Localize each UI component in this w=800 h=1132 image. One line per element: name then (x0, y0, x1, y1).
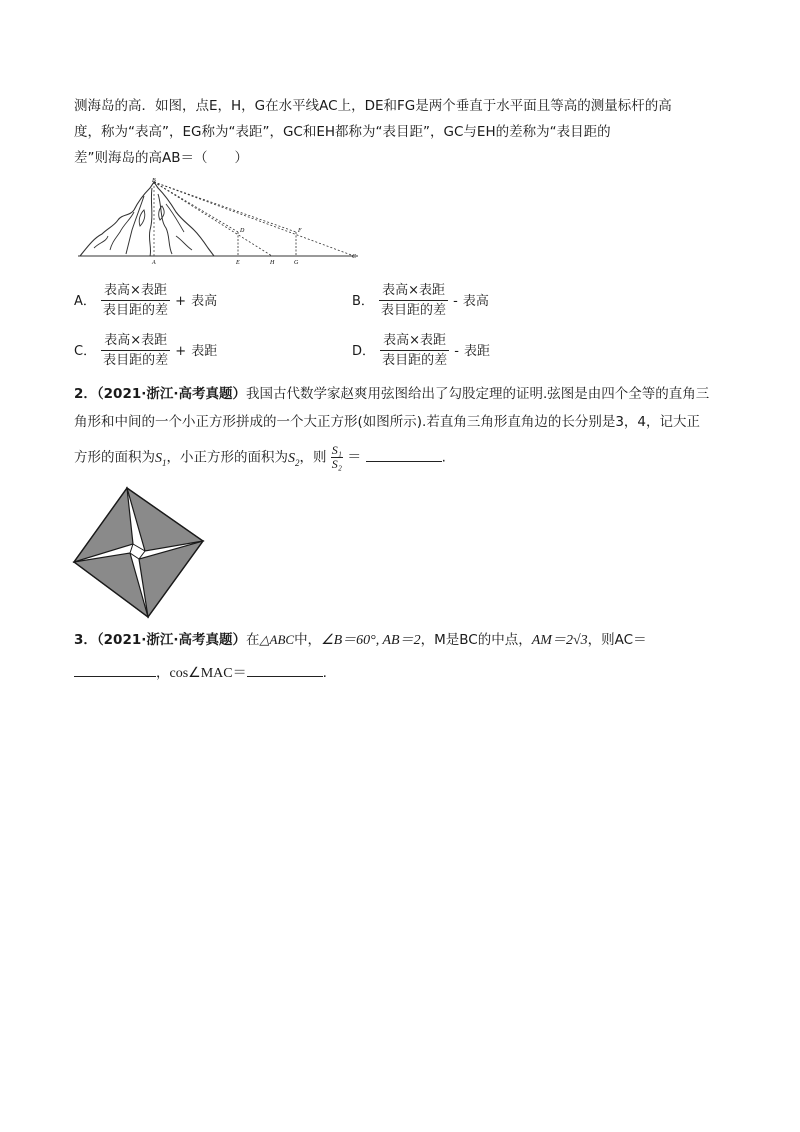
option-c-tail: 表距 (191, 344, 218, 359)
q2-text-line3-a: 方形的面积为 (74, 449, 155, 466)
q2-equals: ＝ (347, 450, 362, 466)
q2-line3 (74, 444, 446, 472)
option-a-operator: + (175, 294, 187, 309)
q3-text-c: ，M是BC的中点， (420, 632, 532, 648)
option-b-numerator: 表高×表距 (379, 282, 448, 301)
option-d-tail: 表距 (464, 344, 491, 359)
q2-s1: $S_1$ (155, 450, 167, 468)
option-b-operator: - (453, 294, 458, 309)
q3-source: （2021·浙江·高考真题） (96, 632, 246, 648)
option-a-fraction (101, 282, 170, 319)
option-c-denominator: 表目距的差 (103, 353, 169, 368)
label-e: E (236, 260, 240, 266)
q2-text-line3-b: ，小正方形的面积为 (166, 449, 288, 466)
option-d-numerator: 表高×表距 (380, 332, 449, 351)
island-figure (74, 176, 364, 266)
q2-s2: $S_2$ (288, 450, 300, 468)
small-square (130, 544, 145, 559)
q3-cos: cos∠MAC＝ (169, 666, 247, 681)
q2-text-line3-c: ，则 (299, 449, 327, 466)
q3-line2 (74, 662, 327, 684)
option-b[interactable] (352, 282, 489, 319)
q3-text-d: ，则AC＝ (587, 632, 647, 648)
option-c-fraction (101, 332, 170, 369)
sight-line-bh (154, 182, 272, 256)
q2-answer-blank[interactable] (366, 447, 442, 462)
option-d-label: D． (352, 344, 376, 359)
triangle-1 (127, 488, 203, 551)
q2-text-line2: 角形和中间的一个小正方形拼成的一个大正方形(如图所示).若直角三角形直角边的长分别是3，4，记大正 (74, 414, 701, 430)
q3-line1 (74, 630, 647, 651)
option-d-operator: - (454, 344, 459, 359)
label-f: F (298, 228, 302, 234)
option-d-fraction (380, 332, 449, 369)
triangle-4 (74, 488, 133, 562)
q3-ac-blank[interactable] (74, 662, 156, 677)
q2-text-line1: 我国古代数学家赵爽用弦图给出了勾股定理的证明.弦图是由四个全等的直角三 (246, 386, 710, 402)
q2-end: . (441, 449, 446, 466)
option-b-label: B． (352, 294, 374, 309)
q1-text-line2: 度，称为“表高”，EG称为“表距”，GC和EH都称为“表目距”，GC与EH的差称为“表目距的 (74, 124, 611, 140)
q3-text-b: 中， (294, 632, 322, 648)
q2-number: 2． (74, 386, 97, 402)
option-b-denominator: 表目距的差 (381, 303, 447, 318)
q2-ratio-numerator: S₁ (331, 443, 342, 457)
q2-ratio-denominator: S₂ (331, 457, 342, 471)
label-c: C (352, 254, 357, 260)
string-figure (72, 486, 206, 620)
label-a: A (152, 260, 156, 266)
q3-end: . (322, 665, 327, 681)
q1-text-line1: 测海岛的高．如图，点E，H，G在水平线AC上，DE和FG是两个垂直于水平面且等高的测量标杆的高 (74, 98, 672, 114)
option-a-label: A． (74, 294, 96, 309)
option-a[interactable] (74, 282, 217, 319)
q3-text-e: ， (156, 665, 170, 681)
option-d[interactable] (352, 332, 490, 369)
q1-text-line3: 差”则海岛的高AB＝（ ） (74, 150, 248, 166)
island-outline (80, 182, 214, 256)
option-c[interactable] (74, 332, 217, 369)
option-c-label: C． (74, 344, 97, 359)
option-d-denominator: 表目距的差 (382, 353, 448, 368)
q3-condition: ∠B＝60°, AB＝2 (321, 633, 421, 648)
label-h: H (270, 260, 275, 266)
sight-line-bc (154, 182, 354, 256)
q2-line1 (74, 384, 709, 404)
option-a-denominator: 表目距的差 (103, 303, 169, 318)
triangle-3 (74, 553, 148, 617)
option-b-fraction (379, 282, 448, 319)
q2-source: （2021·浙江·高考真题） (96, 386, 246, 402)
q3-number: 3． (74, 632, 97, 648)
option-a-numerator: 表高×表距 (101, 282, 170, 301)
q2-ratio-fraction (331, 444, 343, 471)
triangle-2 (139, 541, 203, 617)
q3-text-a: 在 (246, 632, 260, 648)
option-c-operator: + (175, 344, 187, 359)
q3-triangle: △ABC (259, 632, 295, 647)
option-a-tail: 表高 (191, 294, 218, 309)
q3-am: AM＝2√3 (531, 633, 588, 648)
label-g: G (294, 260, 299, 266)
label-b: B (152, 178, 156, 184)
option-c-numerator: 表高×表距 (101, 332, 170, 351)
q3-cos-blank[interactable] (247, 662, 323, 677)
option-b-tail: 表高 (462, 294, 489, 309)
label-d: D (240, 228, 245, 234)
